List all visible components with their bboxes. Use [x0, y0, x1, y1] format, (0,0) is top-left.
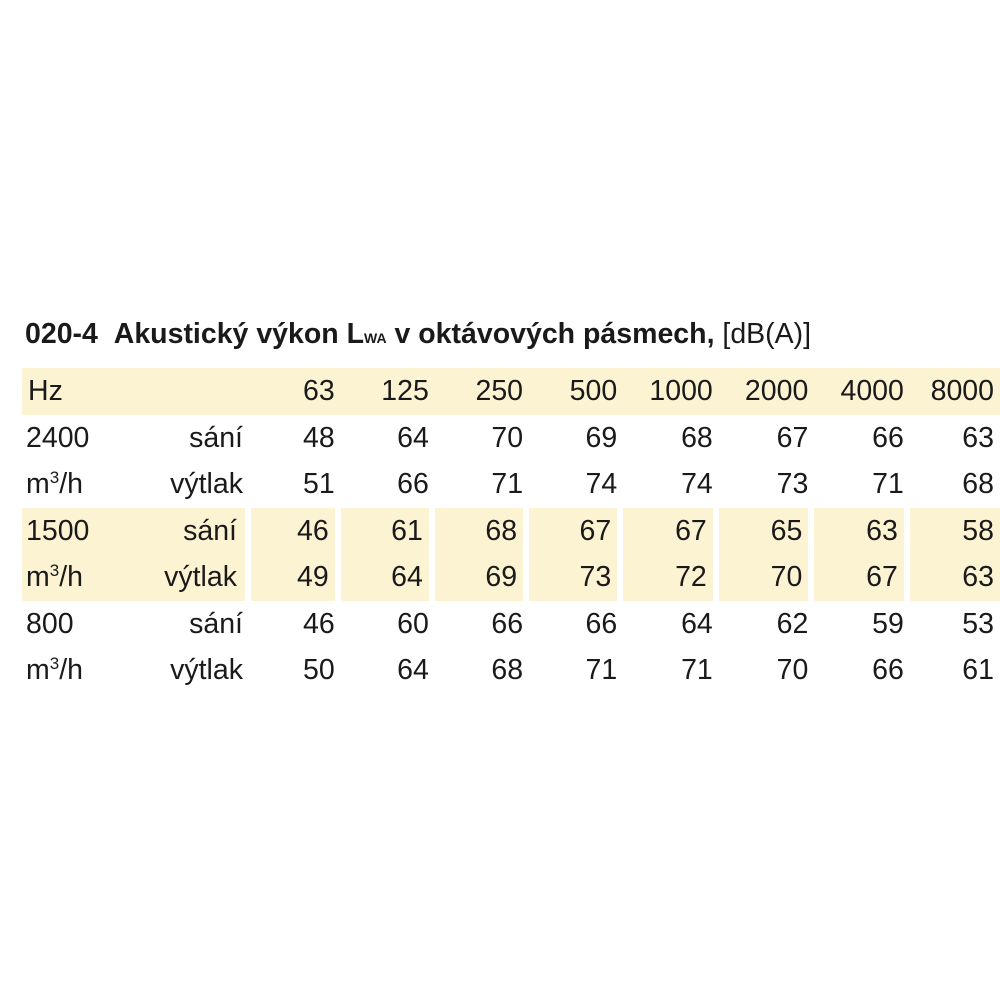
- table-row: [22, 647, 1000, 694]
- flow-unit-sup: 3: [49, 654, 60, 673]
- value-cell: 48: [302, 421, 335, 454]
- direction-label: výtlak: [170, 654, 243, 686]
- freq-cell: 500: [529, 368, 623, 415]
- value-cell: 66: [872, 654, 904, 686]
- value-cell: 69: [585, 421, 618, 454]
- flow-value: 800: [26, 607, 74, 640]
- value-cell: 68: [962, 468, 994, 500]
- table-title: [25, 314, 811, 358]
- table-row: [22, 554, 1000, 601]
- value-cell: 64: [341, 554, 435, 601]
- direction-label: sání: [189, 421, 243, 454]
- value-cell: 61: [341, 508, 435, 555]
- flow-unit-tail: /h: [59, 561, 83, 593]
- value-cell: 50: [302, 654, 335, 686]
- frequency-header-row: [22, 368, 1000, 415]
- value-cell: 74: [681, 468, 713, 500]
- value-cell: 61: [962, 654, 994, 686]
- sound-power-table: [22, 368, 1000, 694]
- value-cell: 46: [251, 508, 341, 555]
- flow-unit: [22, 647, 134, 694]
- flow-unit-sup: 3: [49, 468, 60, 487]
- value-cell: 66: [491, 607, 524, 640]
- flow-unit-sup: 3: [49, 561, 60, 580]
- value-cell: 69: [435, 554, 529, 601]
- value-cell: 70: [719, 554, 815, 601]
- title-unit: [dB(A)]: [722, 318, 812, 350]
- direction-label: výtlak: [134, 554, 251, 601]
- value-cell: 65: [719, 508, 815, 555]
- freq-cell: 63: [251, 368, 341, 415]
- header-spacer: [134, 368, 251, 415]
- freq-cell: 2000: [719, 368, 815, 415]
- flow-unit-tail: /h: [59, 654, 83, 686]
- title-text-a: Akustický výkon L: [113, 318, 365, 350]
- flow-unit-base: m: [26, 654, 50, 686]
- value-cell: 51: [302, 468, 335, 500]
- value-cell: 63: [910, 554, 1000, 601]
- value-cell: 63: [814, 508, 910, 555]
- value-cell: 68: [491, 654, 524, 686]
- value-cell: 74: [585, 468, 618, 500]
- value-cell: 59: [872, 607, 904, 640]
- value-cell: 71: [585, 654, 618, 686]
- flow-unit-base: m: [26, 561, 50, 593]
- direction-label: výtlak: [170, 468, 243, 500]
- value-cell: 70: [491, 421, 524, 454]
- value-cell: 67: [623, 508, 719, 555]
- flow-unit-tail: /h: [59, 468, 83, 500]
- value-cell: 67: [529, 508, 623, 555]
- flow-unit: [22, 554, 134, 601]
- title-text-b: v oktávových pásmech,: [386, 318, 715, 350]
- table-row: [22, 461, 1000, 508]
- value-cell: 64: [397, 421, 429, 454]
- value-cell: 68: [681, 421, 713, 454]
- value-cell: 66: [585, 607, 618, 640]
- value-cell: 73: [776, 468, 809, 500]
- freq-cell: 125: [341, 368, 435, 415]
- value-cell: 68: [435, 508, 529, 555]
- table-row: [22, 508, 1000, 555]
- value-cell: 60: [397, 607, 429, 640]
- value-cell: 71: [491, 468, 524, 500]
- model-code: 020-4: [25, 318, 98, 350]
- value-cell: 46: [302, 607, 335, 640]
- title-subscript: WA: [364, 330, 387, 346]
- value-cell: 62: [776, 607, 809, 640]
- value-cell: 64: [397, 654, 429, 686]
- value-cell: 58: [910, 508, 1000, 555]
- value-cell: 53: [962, 607, 994, 640]
- value-cell: 63: [962, 421, 994, 454]
- value-cell: 73: [529, 554, 623, 601]
- value-cell: 71: [681, 654, 713, 686]
- flow-unit: [22, 461, 134, 508]
- value-cell: 66: [872, 421, 904, 454]
- value-cell: 70: [776, 654, 809, 686]
- value-cell: 49: [251, 554, 341, 601]
- freq-cell: 4000: [814, 368, 910, 415]
- flow-value: 2400: [26, 421, 90, 454]
- value-cell: 67: [776, 421, 809, 454]
- flow-value: 1500: [22, 508, 134, 555]
- value-cell: 67: [814, 554, 910, 601]
- direction-label: sání: [134, 508, 251, 555]
- freq-cell: 1000: [623, 368, 719, 415]
- freq-cell: 250: [435, 368, 529, 415]
- value-cell: 66: [397, 468, 429, 500]
- table-row: [22, 415, 1000, 462]
- freq-cell: 8000: [910, 368, 1000, 415]
- direction-label: sání: [189, 607, 243, 640]
- hz-label: Hz: [22, 368, 134, 415]
- value-cell: 72: [623, 554, 719, 601]
- flow-unit-base: m: [26, 468, 50, 500]
- table-row: [22, 601, 1000, 648]
- value-cell: 64: [681, 607, 713, 640]
- value-cell: 71: [872, 468, 904, 500]
